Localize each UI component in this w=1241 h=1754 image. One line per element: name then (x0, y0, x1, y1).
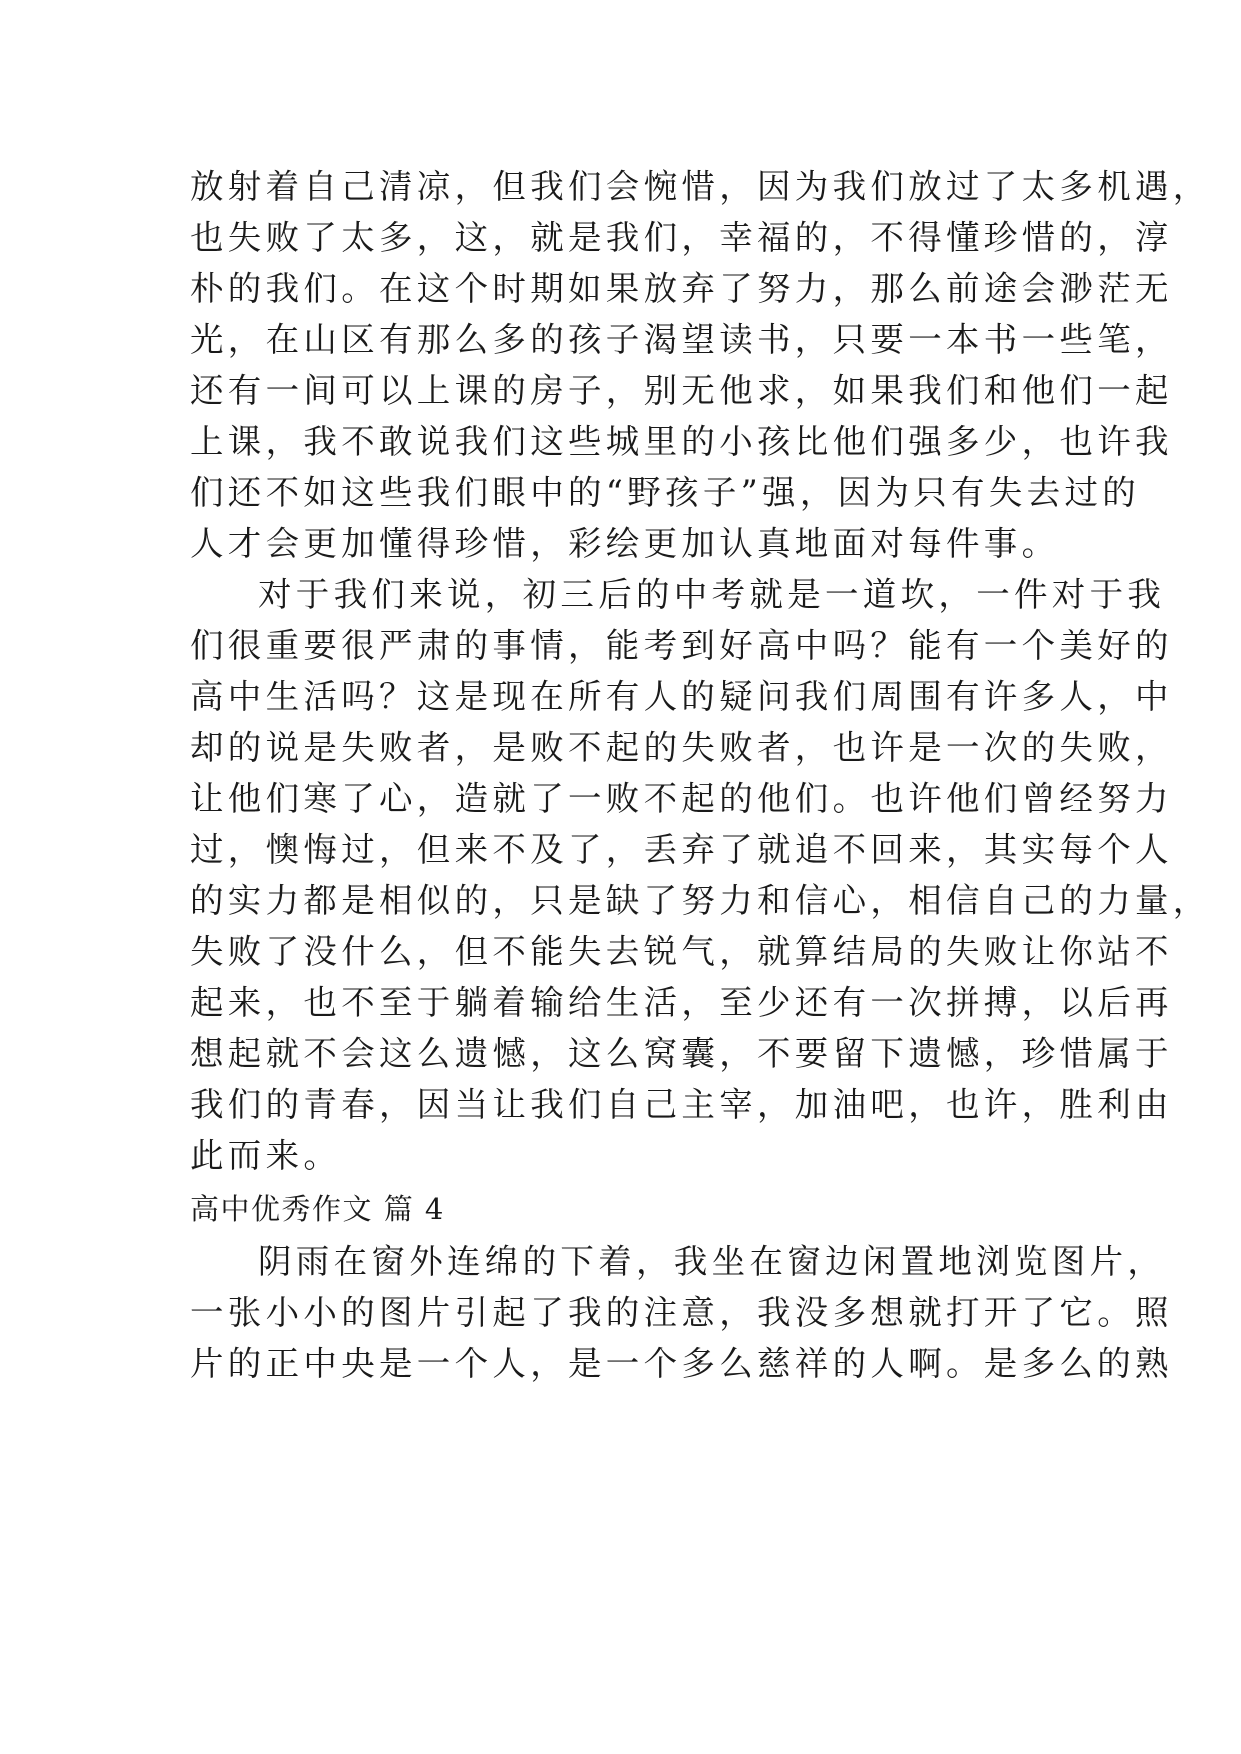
paragraph-line: 也失败了太多，这，就是我们，幸福的，不得懂珍惜的，淳 (190, 218, 1173, 257)
paragraph-line: 还有一间可以上课的房子，别无他求，如果我们和他们一起 (190, 371, 1173, 410)
paragraph-line: 人才会更加懂得珍惜，彩绘更加认真地面对每件事。 (190, 524, 1060, 563)
paragraph-line: 上课，我不敢说我们这些城里的小孩比他们强多少，也许我 (190, 422, 1173, 461)
paragraph-line: 一张小小的图片引起了我的注意，我没多想就打开了它。照 (190, 1293, 1173, 1332)
paragraph-line: 失败了没什么，但不能失去锐气，就算结局的失败让你站不 (190, 932, 1173, 971)
paragraph-line: 阴雨在窗外连绵的下着，我坐在窗边闲置地浏览图片， (258, 1242, 1166, 1281)
paragraph-line: 们很重要很严肃的事情，能考到好高中吗？能有一个美好的 (190, 626, 1173, 665)
paragraph-line: 高中生活吗？这是现在所有人的疑问我们周围有许多人，中 (190, 677, 1173, 716)
paragraph-line: 的实力都是相似的，只是缺了努力和信心，相信自己的力量， (190, 881, 1211, 920)
paragraph-line: 让他们寒了心，造就了一败不起的他们。也许他们曾经努力 (190, 779, 1173, 818)
paragraph-line: 却的说是失败者，是败不起的失败者，也许是一次的失败， (190, 728, 1173, 767)
paragraph-line: 朴的我们。在这个时期如果放弃了努力，那么前途会渺茫无 (190, 269, 1173, 308)
paragraph-line: 片的正中央是一个人，是一个多么慈祥的人啊。是多么的熟 (190, 1344, 1173, 1383)
paragraph-line: 对于我们来说，初三后的中考就是一道坎，一件对于我 (258, 575, 1166, 614)
paragraph-line: 光，在山区有那么多的孩子渴望读书，只要一本书一些笔， (190, 320, 1173, 359)
paragraph-line: 此而来。 (190, 1136, 342, 1175)
paragraph-line: 们还不如这些我们眼中的“野孩子”强，因为只有失去过的 (190, 473, 1141, 512)
paragraph-line: 放射着自己清凉，但我们会惋惜，因为我们放过了太多机遇， (190, 167, 1211, 206)
paragraph-line: 我们的青春，因当让我们自己主宰，加油吧，也许，胜利由 (190, 1085, 1173, 1124)
paragraph-line: 过，懊悔过，但来不及了，丢弃了就追不回来，其实每个人 (190, 830, 1173, 869)
paragraph-line: 想起就不会这么遗憾，这么窝囊，不要留下遗憾，珍惜属于 (190, 1034, 1173, 1073)
paragraph-line: 起来，也不至于躺着输给生活，至少还有一次拼搏，以后再 (190, 983, 1173, 1022)
section-heading: 高中优秀作文 篇 4 (190, 1192, 445, 1226)
